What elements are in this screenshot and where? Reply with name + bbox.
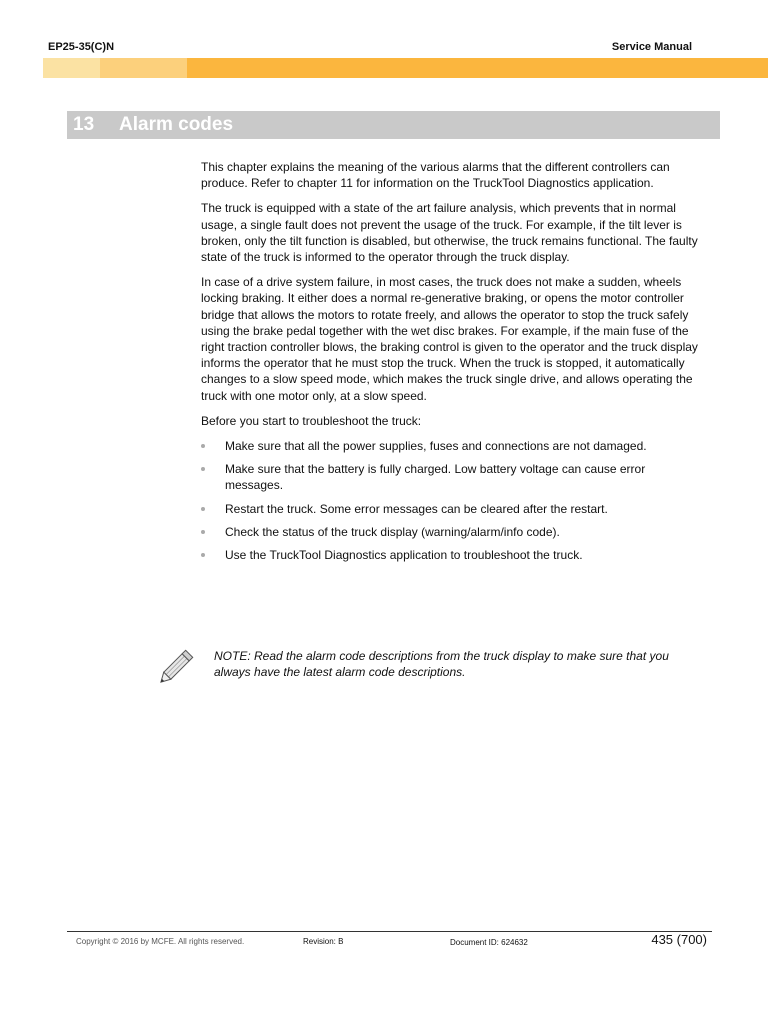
- list-item-text: Make sure that the battery is fully charged. Low battery voltage can cause error messages.: [225, 462, 646, 493]
- header-model: EP25-35(C)N: [48, 41, 115, 53]
- note-text: NOTE: Read the alarm code descriptions from the truck display to make sure that you always have the latest alarm code descriptions.: [214, 649, 669, 680]
- footer-copyright: Copyright © 2016 by MCFE. All rights reserved.: [76, 937, 245, 946]
- chapter-title: Alarm codes: [119, 114, 234, 135]
- bullet-dot: [201, 467, 205, 471]
- paragraph: The truck is equipped with a state of the art failure analysis, which prevents that in normal usage, a single fault does not prevent the usage of the truck. For example, if the tilt lever is broken, only the tilt function is disabled, but otherwise, the truck remains functional. The faulty state of the truck is informed to the operator through the truck display.: [201, 201, 698, 265]
- header-bar-segment-light: [43, 58, 100, 78]
- header-bar-segment-mid: [100, 58, 187, 78]
- footer-rule: [67, 931, 712, 932]
- paragraph: In case of a drive system failure, in most cases, the truck does not make a sudden, wheels locking braking. It either does a normal re-generative braking, or opens the motor controller bridge that allows the motors to rotate freely, and allows the operator to stop the truck safely using the brake pedal together with the wet disc brakes. For example, if the main fuse of the right traction controller blows, the braking control is given to the operator and the truck display informs the operator that he must stop the truck. When the truck is stopped, it automatically changes to a slow speed mode, which makes the truck single drive, and allows operating the truck with one motor only, at a slow speed.: [201, 275, 698, 403]
- list-item-text: Check the status of the truck display (warning/alarm/info code).: [225, 524, 560, 539]
- list-item: [201, 547, 706, 563]
- header-bar-segment-accent: [187, 58, 768, 78]
- list-item: [201, 461, 706, 493]
- footer-document-id: Document ID: 624632: [450, 938, 528, 947]
- troubleshoot-checklist: [201, 438, 706, 563]
- list-item-text: Use the TruckTool Diagnostics application to troubleshoot the truck.: [225, 548, 583, 563]
- list-item-text: Make sure that all the power supplies, fuses and connections are not damaged.: [225, 439, 647, 454]
- bullet-dot: [201, 444, 205, 448]
- list-item: [201, 524, 706, 540]
- list-item: [201, 438, 706, 454]
- body-content: [201, 159, 706, 570]
- list-item: [201, 501, 706, 517]
- bullet-dot: [201, 553, 205, 557]
- paragraph: Before you start to troubleshoot the truck:: [201, 413, 422, 428]
- footer-revision: Revision: B: [303, 937, 344, 946]
- paragraph: This chapter explains the meaning of the various alarms that the different controllers can produce. Refer to chapter 11 for information on the TruckTool Diagnostics application.: [201, 160, 670, 191]
- bullet-dot: [201, 507, 205, 511]
- header-color-bar: [43, 58, 768, 78]
- page-number: 435 (700): [651, 932, 707, 947]
- chapter-heading: [67, 111, 720, 139]
- list-item-text: Restart the truck. Some error messages can be cleared after the restart.: [225, 501, 608, 516]
- header-doc-type: Service Manual: [611, 41, 692, 53]
- chapter-number: 13: [73, 114, 95, 135]
- pencil-icon: [160, 643, 200, 683]
- bullet-dot: [201, 530, 205, 534]
